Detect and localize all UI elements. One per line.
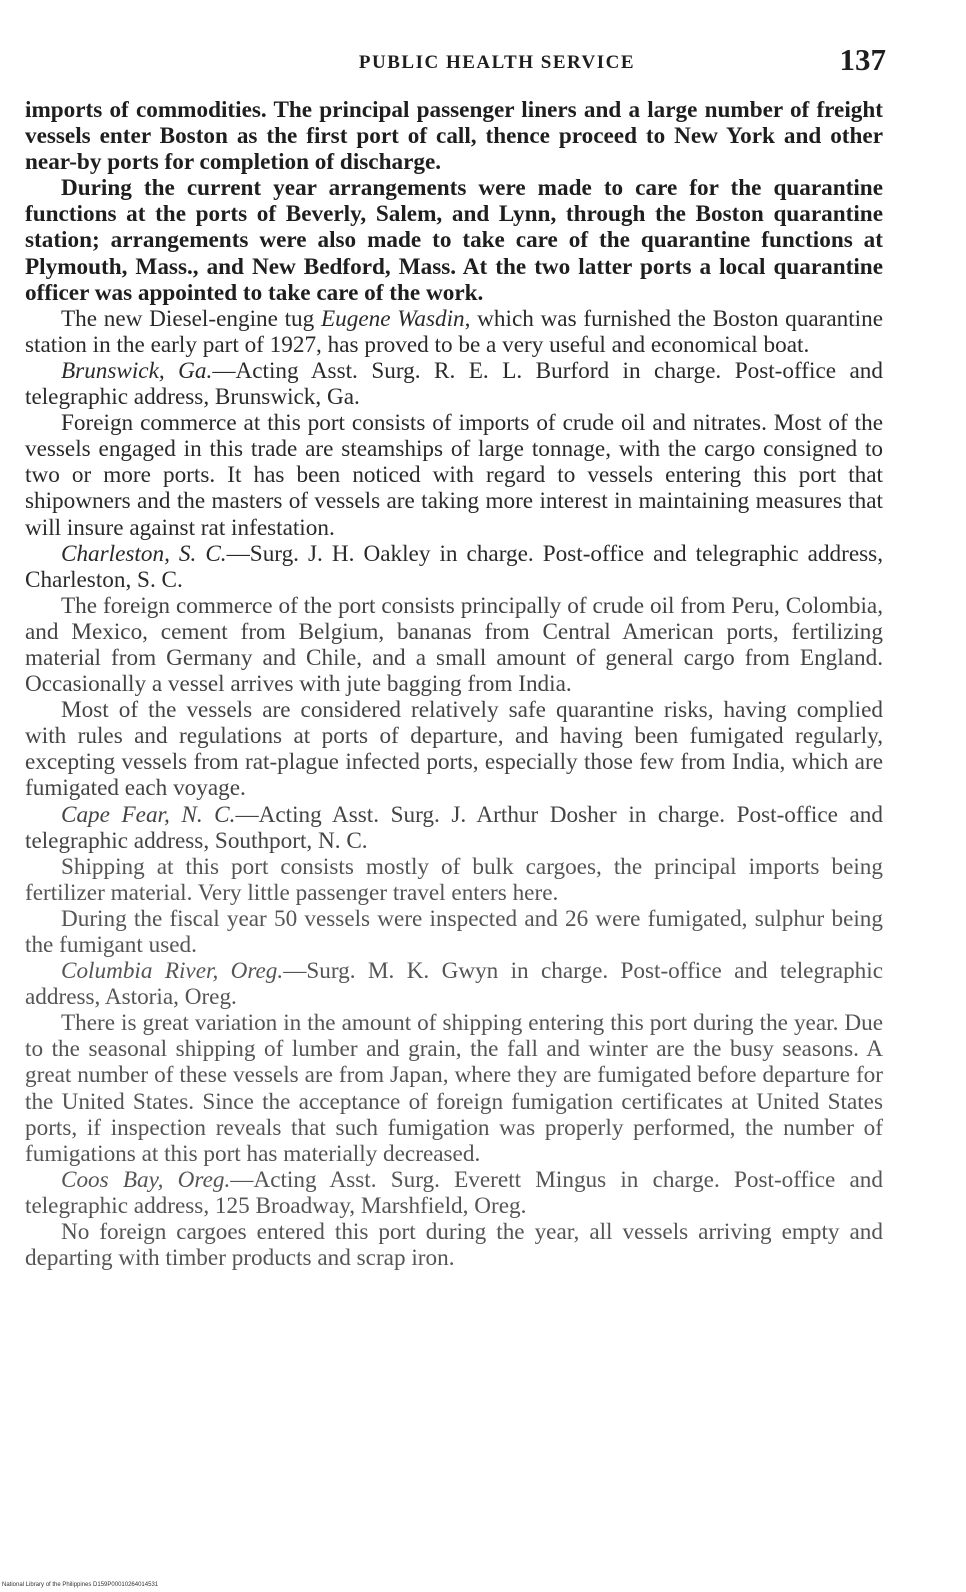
station-name: Charleston, S. C. (61, 540, 227, 567)
page-header (28, 40, 906, 84)
station-details: —Acting Asst. Surg. R. E. L. Burford in charge. Post-office and telegraphic address, Brunswick, Ga. (25, 357, 883, 411)
paragraph-text: During the fiscal year 50 vessels were inspected and 26 were fumigated, sulphur being the fumigant used. (25, 905, 883, 958)
page-number: 137 (839, 42, 886, 77)
paragraph (25, 697, 883, 801)
paragraph-text: The foreign commerce of the port consists principally of crude oil from Peru, Colombia, and Mexico, cement from Belgium, bananas from Central American ports, fertilizing material from Germany and Chile, and a small amount of general cargo from England. Occasionally a vessel arrives with jute bagging from India. (25, 592, 883, 698)
paragraph (25, 1010, 883, 1167)
paragraph-text: Foreign commerce at this port consists of imports of crude oil and nitrates. Most of the vessels engaged in this trade are steamships of large tonnage, with the cargo consigned to two or more ports. It has been noticed with regard to vessels entering this port that shipowners and the masters of vessels are taking more interest in maintaining measures that will insure against rat infestation. (25, 410, 883, 541)
station-details: —Acting Asst. Surg. J. Arthur Dosher in charge. Post-office and telegraphic address, Southport, N. C. (25, 801, 883, 854)
station-details: —Surg. J. H. Oakley in charge. Post-office and telegraphic address, Charleston, S. C. (25, 540, 884, 593)
paragraph (25, 906, 883, 958)
paragraph-text: The new Diesel-engine tug (61, 305, 321, 332)
paragraph (25, 593, 883, 697)
vessel-name: Eugene Wasdin (320, 305, 465, 332)
paragraph-text: There is great variation in the amount of shipping entering this port during the year. Due to the seasonal shipping of lumber and grain, the fall and winter are the busy seasons. A great number of these vessels are from Japan, where they are fumigated before departure for the United States. Since the acceptance of foreign fumigation certificates at United States ports, if inspection reveals that such fumigation was properly performed, the number of fumigations at this port has materially decreased. (25, 1010, 883, 1167)
paragraph (25, 175, 883, 305)
station-name: Brunswick, Ga. (61, 357, 213, 384)
paragraph (25, 306, 883, 358)
paragraph (25, 854, 883, 906)
paragraph (25, 1219, 883, 1271)
station-heading (25, 802, 883, 854)
station-heading (25, 541, 883, 593)
station-name: Cape Fear, N. C. (61, 801, 236, 828)
paragraph-text: , which was furnished the Boston quarantine station in the early part of 1927, has proved to be a very useful and economical boat. (25, 305, 883, 358)
station-details: —Surg. M. K. Gwyn in charge. Post-office and telegraphic address, Astoria, Oreg. (25, 958, 884, 1011)
paragraph-text: imports of commodities. The principal passenger liners and a large number of freight vessels enter Boston as the first port of call, thence proceed to New York and other near-by ports for completion of discharge. (25, 97, 883, 176)
paragraph-text: Shipping at this port consists mostly of bulk cargoes, the principal imports being fertilizer material. Very little passenger travel enters here. (25, 853, 883, 906)
station-heading (25, 958, 883, 1010)
scan-credit: National Library of the Philippines D159P00010264014531 (2, 1582, 159, 1588)
running-head: PUBLIC HEALTH SERVICE (358, 52, 636, 73)
paragraph-text: No foreign cargoes entered this port during the year, all vessels arriving empty and departing with timber products and scrap iron. (25, 1219, 883, 1272)
paragraph-text: During the current year arrangements were made to care for the quarantine functions at the ports of Beverly, Salem, and Lynn, through the Boston quarantine station; arrangements were also made to take care of the quarantine functions at Plymouth, Mass., and New Bedford, Mass. At the two latter ports a local quarantine officer was appointed to take care of the work. (25, 175, 883, 306)
paragraph (25, 97, 883, 175)
station-details: —Acting Asst. Surg. Everett Mingus in charge. Post-office and telegraphic address, 125 Broadway, Marshfield, Oreg. (25, 1166, 883, 1219)
page-body (25, 97, 883, 1271)
paragraph-text: Most of the vessels are considered relatively safe quarantine risks, having complied with rules and regulations at ports of departure, and having been fumigated regularly, excepting vessels from rat-plague infected ports, especially those few from India, which are fumigated each voyage. (25, 697, 883, 802)
paragraph (25, 410, 883, 540)
station-name: Coos Bay, Oreg. (61, 1166, 231, 1193)
station-heading (25, 358, 883, 410)
station-name: Columbia River, Oreg. (61, 958, 284, 985)
station-heading (25, 1167, 883, 1219)
